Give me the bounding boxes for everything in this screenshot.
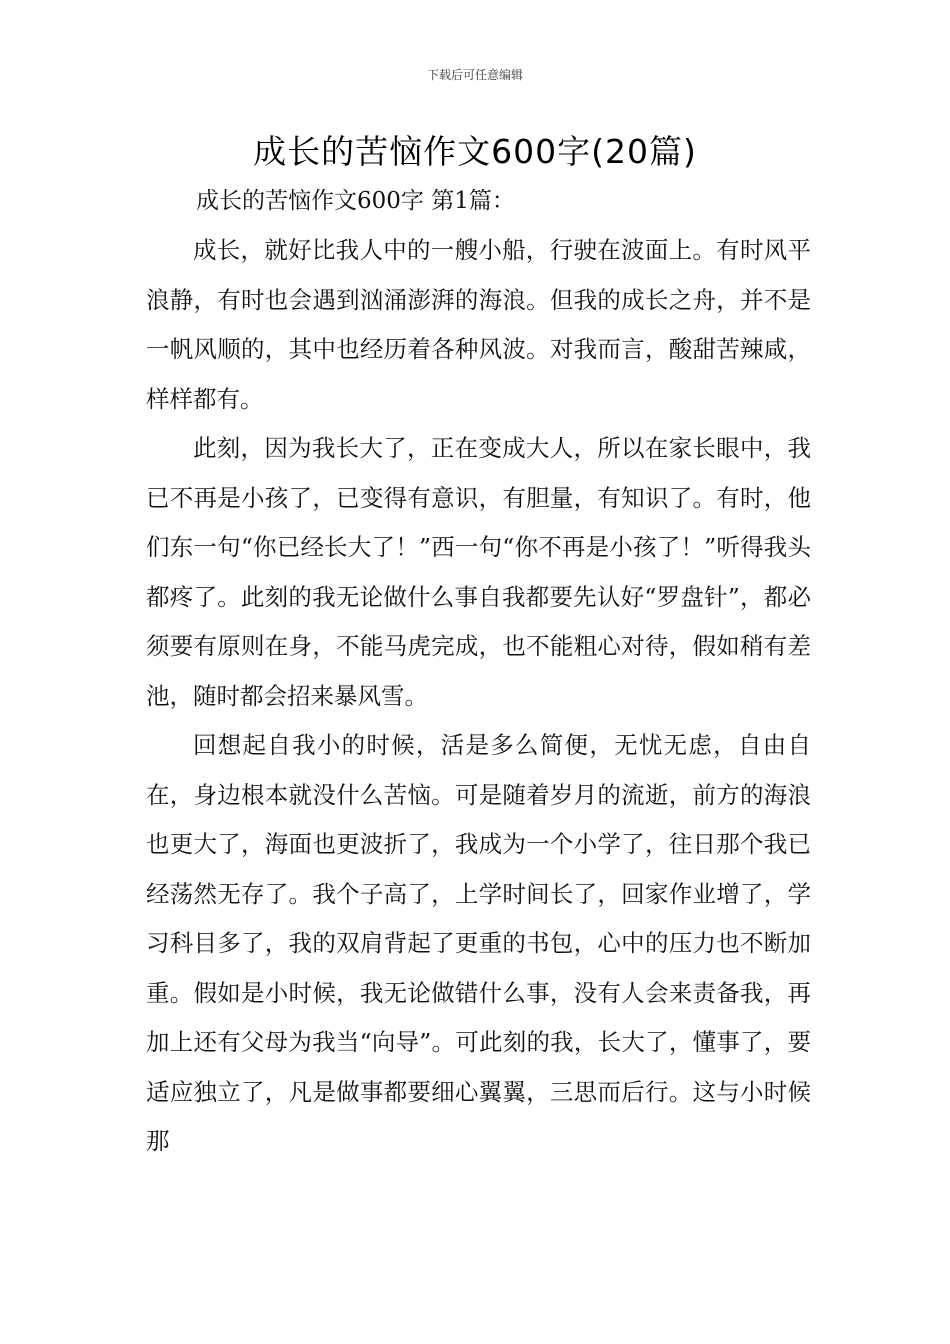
header-note: 下载后可任意编辑 xyxy=(426,68,523,82)
article-body xyxy=(146,226,811,1167)
article-subtitle: 成长的苦恼作文600字 第1篇： xyxy=(196,188,515,214)
paragraph-2: 此刻，因为我长大了，正在变成大人，所以在家长眼中，我已不再是小孩了，已变得有意识，有胆量，有知识了。有时，他们东一句“你已经长大了！”西一句“你不再是小孩了！”听得我头都疼了。此刻的我无论做什么事自我都要先认好“罗盘针”，都必须要有原则在身，不能马虎完成，也不能粗心对待，假如稍有差池，随时都会招来暴风雪。 xyxy=(146,434,811,710)
document-title: 成长的苦恼作文600字(20篇) xyxy=(253,132,697,171)
paragraph-3: 回想起自我小的时候，活是多么简便，无忧无虑，自由自在，身边根本就没什么苦恼。可是随着岁月的流逝，前方的海浪也更大了，海面也更波折了，我成为一个小学了，往日那个我已经荡然无存了。我个子高了，上学时间长了，回家作业增了，学习科目多了，我的双肩背起了更重的书包，心中的压力也不断加重。假如是小时候，我无论做错什么事，没有人会来责备我，再加上还有父母为我当“向导”。可此刻的我，长大了，懂事了，要适应独立了，凡是做事都要细心翼翼，三思而后行。这与小时候那 xyxy=(146,731,811,1155)
paragraph-1: 成长，就好比我人中的一艘小船，行驶在波面上。有时风平浪静，有时也会遇到汹涌澎湃的海浪。但我的成长之舟，并不是一帆风顺的，其中也经历着各种风波。对我而言，酸甜苦辣咸，样样都有。 xyxy=(146,236,811,413)
